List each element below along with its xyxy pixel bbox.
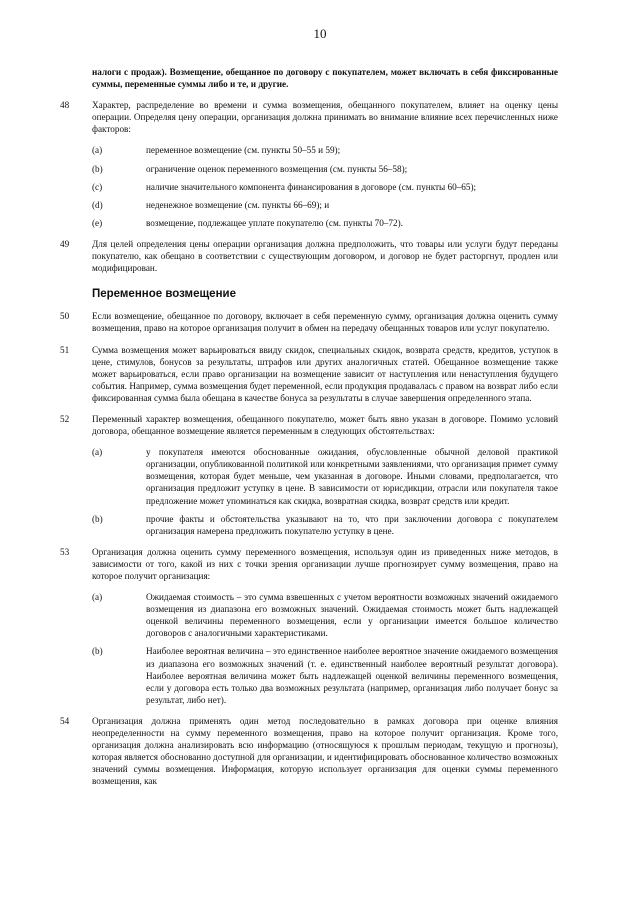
list-item-text: возмещение, подлежащее уплате покупателю (см. пункты 70–72). xyxy=(146,217,403,228)
list-item-label: (e) xyxy=(92,217,103,228)
list-item xyxy=(92,513,558,537)
paragraph-text: Организация должна оценить сумму переменного возмещения, используя один из приведенных ниже методов, в зависимости от того, какой из них с точки зрения организации лучше прогнозирует сумму возмещения, право на которое получит организация: xyxy=(92,546,558,581)
list-item xyxy=(92,591,558,639)
paragraph-number: 51 xyxy=(60,344,70,355)
list-item xyxy=(92,144,558,156)
paragraph-48-list xyxy=(92,144,558,228)
list-item xyxy=(92,446,558,506)
list-item-text: наличие значительного компонента финансирования в договоре (см. пункты 60–65); xyxy=(146,181,477,192)
list-item xyxy=(92,181,558,193)
paragraph-number: 49 xyxy=(60,238,70,249)
paragraph-53 xyxy=(60,546,558,582)
list-item-text: ограничение оценок переменного возмещения (см. пункты 56–58); xyxy=(146,163,408,174)
list-item xyxy=(92,199,558,211)
list-item xyxy=(92,645,558,705)
paragraph-54 xyxy=(60,715,558,788)
paragraph-49 xyxy=(60,238,558,274)
paragraph-51 xyxy=(60,344,558,404)
list-item-label: (b) xyxy=(92,163,103,174)
paragraph-52-list xyxy=(92,446,558,537)
list-item xyxy=(92,163,558,175)
page-number: 10 xyxy=(313,26,327,41)
paragraph-text: Организация должна применять один метод последовательно в рамках договора при оценке влияния неопределенности на сумму переменного возмещения, право на которое получит организация. Кроме того, организация должна анализировать всю информацию (относящуюся к прошлым периодам, текущую и прогнозы), которая является обоснованно доступной для организации, и идентифицировать обоснованное количество возможных значений суммы возмещения. Информация, которую использует организация для оценки суммы переменного возмещения, как xyxy=(92,715,558,787)
list-item-text: неденежное возмещение (см. пункты 66–69); и xyxy=(146,199,330,210)
paragraph-number: 52 xyxy=(60,413,70,424)
paragraph-48 xyxy=(60,99,558,135)
list-item-text: Ожидаемая стоимость – это сумма взвешенных с учетом вероятности возможных значений ожидаемого возмещения из диапазона его возможных значений. Ожидаемая стоимость может быть надлежащей оценкой величины переменного возмещения, если у организации имеется большое количество договоров с аналогичными характеристиками. xyxy=(146,592,558,639)
list-item-label: (a) xyxy=(92,592,103,603)
paragraph-text: Переменный характер возмещения, обещанного покупателю, может быть явно указан в договоре. Помимо условий договора, обещанное возмещение является переменным в следующих обстоятельствах: xyxy=(92,413,558,437)
paragraph-52 xyxy=(60,413,558,437)
paragraph-number: 50 xyxy=(60,311,70,322)
list-item xyxy=(92,217,558,229)
paragraph-text: Для целей определения цены операции организация должна предположить, что товары или услуги будут переданы покупателю, как обещано в соответствии с существующим договором, и договор не будет расторгнут, продлен или модифицирован. xyxy=(92,238,558,274)
list-item-label: (c) xyxy=(92,181,103,192)
paragraph-53-list xyxy=(92,591,558,706)
paragraph-number: 54 xyxy=(60,715,70,726)
list-item-text: Наиболее вероятная величина – это единственное наиболее вероятное значение ожидаемого возмещения из диапазона его возможных значений (т. е. единственный наиболее вероятный результат договора). Наиболее вероятная величина может быть надлежащей оценкой величины переменного возмещения, если у договора есть только два возможных результата (например, организация либо получает бонус за результат, либо нет). xyxy=(146,646,558,705)
section-heading: Переменное возмещение xyxy=(92,288,236,301)
intro-paragraph: налоги с продаж). Возмещение, обещанное по договору с покупателем, может включать в себя фиксированные суммы, переменные суммы либо и те, и другие. xyxy=(92,67,558,90)
list-item-label: (a) xyxy=(92,447,103,458)
list-item-label: (b) xyxy=(92,513,103,524)
list-item-label: (d) xyxy=(92,199,103,210)
list-item-text: прочие факты и обстоятельства указывают на то, что при заключении договора с покупателем организация намерена предложить покупателю уступку в цене. xyxy=(146,513,558,536)
list-item-label: (a) xyxy=(92,145,103,156)
paragraph-number: 48 xyxy=(60,100,70,111)
paragraph-number: 53 xyxy=(60,546,70,557)
paragraph-text: Характер, распределение во времени и сумма возмещения, обещанного покупателем, влияет на оценку цены операции. Определяя цену операции, организация должна принимать во внимание влияние всех перечисленных ниже факторов: xyxy=(92,100,558,135)
page-content xyxy=(60,66,558,797)
paragraph-text: Сумма возмещения может варьироваться ввиду скидок, специальных скидок, возврата средств, кредитов, уступок в цене, стимулов, бонусов за результаты, штрафов или других аналогичных статей. Обещанное возмещение также может варьироваться, если право организации на возмещение зависит от наступления или ненаступления будущего события. Например, сумма возмещения будет переменной, если продукция продавалась с правом на возврат либо если фиксированная сумма была обещана в качестве бонуса за результаты в случае завершения определенного этапа. xyxy=(92,344,558,403)
list-item-text: у покупателя имеются обоснованные ожидания, обусловленные обычной деловой практикой организации, опубликованной политикой или конкретными заявлениями, что организация примет сумму возмещения, которая будет меньше, чем указанная в договоре. Иными словами, предполагается, что организация предложит уступку в цене. В зависимости от юрисдикции, отрасли или покупателя такое предложение может упоминаться как скидка, возвратная скидка, возврат средств или кредит. xyxy=(146,447,558,506)
list-item-text: переменное возмещение (см. пункты 50–55 и 59); xyxy=(146,145,341,156)
list-item-label: (b) xyxy=(92,646,103,657)
paragraph-text: Если возмещение, обещанное по договору, включает в себя переменную сумму, организация должна оценить сумму возмещения, право на которое организация получит в обмен на передачу обещанных товаров или услуг покупателю. xyxy=(92,311,558,334)
paragraph-50 xyxy=(60,310,558,334)
